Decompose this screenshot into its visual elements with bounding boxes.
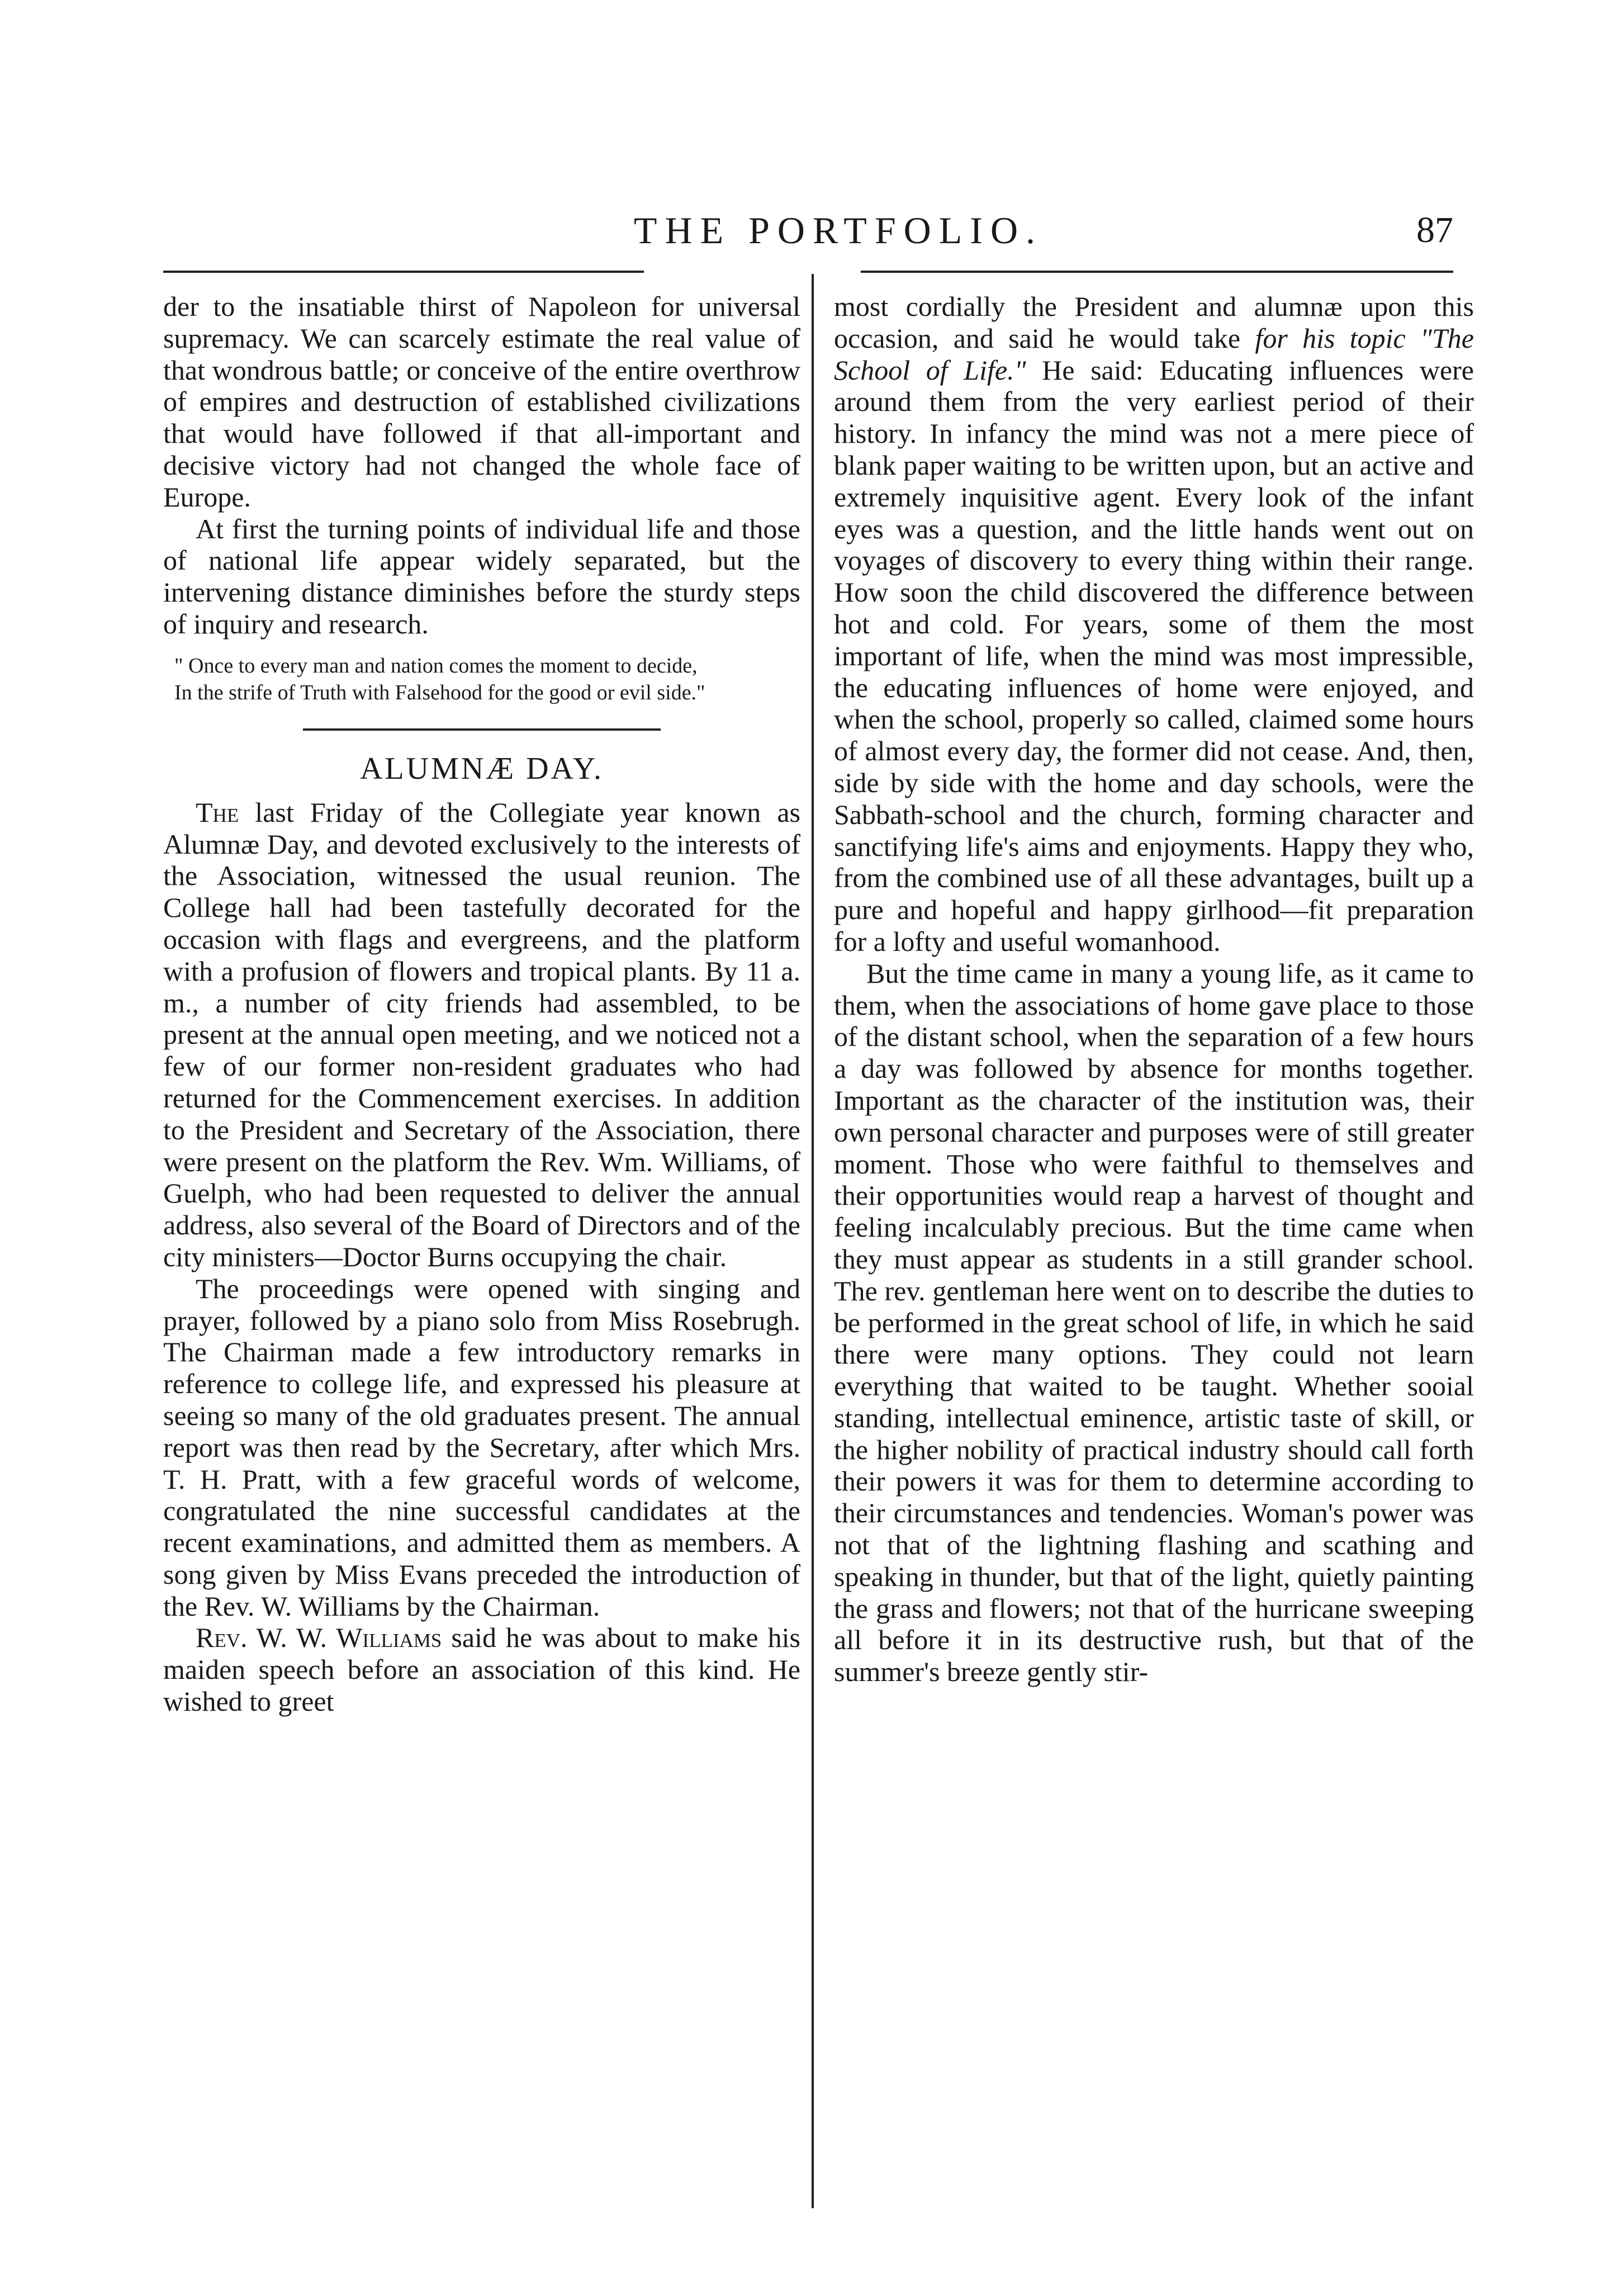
left-paragraph-2: At first the turning points of individual life and those of national life appear widely separated, but the intervening distance diminishes before the sturdy steps of inquiry and research.: [163, 513, 800, 640]
left-paragraph-1: der to the insatiable thirst of Napoleon for universal supremacy. We can scarcely estimate the real value of that wondrous battle; or conceive of the entire overthrow of empires and destruction of established civilizations that would have followed if that all-important and decisive victory had not changed the whole face of Europe.: [163, 291, 800, 513]
right-paragraph-1: [834, 291, 1474, 958]
header-rule-right: [861, 271, 1453, 273]
verse-line-2: In the strife of Truth with Falsehood for the good or evil side.": [174, 680, 705, 704]
left-paragraph-5-text: said he was about to make his maiden speech before an association of this kind. He wished to greet: [163, 1622, 800, 1717]
lead-word: The: [196, 796, 239, 828]
right-paragraph-1-start: most cordially the President and alumnæ upon this occasion, and said he would take: [834, 291, 1474, 354]
verse-quotation: [163, 654, 800, 705]
right-paragraph-2: But the time came in many a young life, as it came to them, when the associations of home gave place to those of the distant school, when the separation of a few hours a day was followed by absence for months together. Important as the character of the institution was, their own personal character and purposes were of still greater moment. Those who were faithful to themselves and their opportunities would reap a harvest of thought and feeling incalculably precious. But the time came when they must appear as students in a still grander school. The rev. gentleman here went on to describe the duties to be performed in the great school of life, in which he said there were many options. They could not learn everything that waited to be taught. Whether sooial standing, intellectual eminence, artistic taste of skill, or the higher nobility of practical industry should call forth their powers it was for them to determine according to their circumstances and tendencies. Woman's power was not that of the lightning flashing and scathing and speaking in thunder, but that of the light, quietly painting the grass and flowers; not that of the hurricane sweeping all before it in its destructive rush, but that of the summer's breeze gently stir-: [834, 957, 1474, 1688]
page-number: 87: [1416, 210, 1453, 250]
address-topic: for his topic "The School of Life.": [834, 322, 1474, 386]
header-rule-left: [163, 271, 644, 273]
left-paragraph-3: [163, 797, 800, 1273]
speaker-name: Rev. W. W. Williams: [196, 1622, 442, 1654]
running-head-title: THE PORTFOLIO.: [633, 209, 1044, 252]
verse-line-1: " Once to every man and nation comes the moment to decide,: [174, 654, 698, 678]
section-heading: ALUMNÆ DAY.: [359, 751, 604, 786]
right-column: [834, 291, 1474, 1688]
section-rule: [303, 728, 661, 731]
left-paragraph-3-text: last Friday of the Collegiate year known as Alumnæ Day, and devoted exclusively to the interests of the Association, witnessed the usual reunion. The College hall had been tastefully decorated for the occasion with flags and evergreens, and the platform with a profusion of flowers and tropical plants. By 11 a. m., a number of city friends had assembled, to be present at the annual open meeting, and we noticed not a few of our former non-resident graduates who had returned for the Commencement exercises. In addition to the President and Secretary of the Association, there were present on the platform the Rev. Wm. Williams, of Guelph, who had been requested to deliver the annual address, also several of the Board of Directors and of the city ministers—Doctor Burns occupying the chair.: [163, 796, 800, 1272]
left-paragraph-4: The proceedings were opened with singing and prayer, followed by a piano solo from Miss Rosebrugh. The Chairman made a few introductory remarks in reference to college life, and expressed his pleasure at seeing so many of the old graduates present. The annual report was then read by the Secretary, after which Mrs. T. H. Pratt, with a few graceful words of welcome, congratulated the nine successful candidates at the recent examinations, and admitted them as members. A song given by Miss Evans preceded the introduction of the Rev. W. Williams by the Chairman.: [163, 1272, 800, 1622]
right-paragraph-1-rest: He said: Educating influences were around them from the very earliest period of their history. In infancy the mind was not a mere piece of blank paper waiting to be written upon, but an active and extremely inquisitive agent. Every look of the infant eyes was a question, and the little hands went out on voyages of discovery to every thing within their range. How soon the child discovered the difference between hot and cold. For years, some of them the most important of life, when the mind was most impressible, the educating influences of home were enjoyed, and when the school, properly so called, claimed some hours of almost every day, the former did not cease. And, then, side by side with the home and day schools, were the Sabbath-school and the church, forming character and sanctifying life's aims and enjoyments. Happy they who, from the combined use of all these advantages, built up a pure and hopeful and happy girlhood—fit preparation for a lofty and useful womanhood.: [834, 354, 1474, 957]
left-paragraph-5: [163, 1622, 800, 1717]
column-divider: [812, 274, 814, 2208]
left-column: [163, 291, 800, 1717]
